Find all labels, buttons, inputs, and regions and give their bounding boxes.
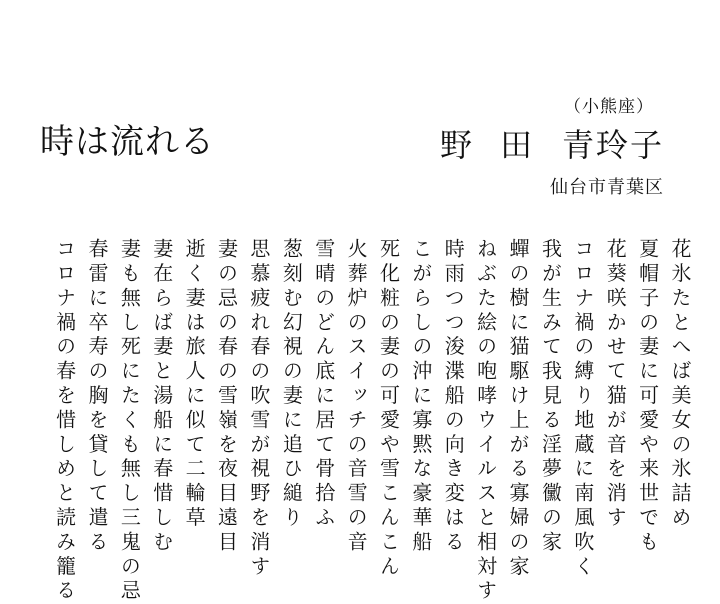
poem-line: コロナ禍の春を惜しめと読み籠る [52,238,77,604]
poem-line: ねぶた絵の咆哮ウイルスと相対す [473,238,498,604]
group-name: （小熊座） [564,97,654,117]
poem-line: 火葬炉のスイッチの音雪の音 [344,238,369,556]
author-surname: 野田 [439,126,560,164]
poem-line: 時雨つつ浚渫船の向き変はる [441,238,466,556]
author-name [440,120,664,166]
author-location: 仙台市青葉区 [550,177,664,198]
poem-line: 思慕疲れ春の吹雪が視野を消す [246,238,271,580]
poem-line: 春雷に卒寿の胸を貸して遣る [84,238,109,556]
poem-line: 死化粧の妻の可愛や雪こんこん [376,238,401,580]
author-given-name: 青玲子 [561,126,664,164]
poem-line: 蟬の樹に猫駆け上がる寡婦の家 [506,238,531,580]
poem-line: 雪晴のどん底に居て骨拾ふ [311,238,336,531]
poem-line: 花氷たとへば美女の氷詰め [668,238,692,531]
poem-line: 逝く妻は旅人に似て二輪草 [182,238,207,531]
poem-line: 妻も無し死にたくも無し三鬼の忌 [117,238,142,604]
page-title: 時は流れる [40,122,215,162]
poem-line: 夏帽子の妻に可愛や来世でも [635,238,660,556]
poem-line: こがらしの沖に寡黙な豪華船 [408,238,433,556]
poem-line: コロナ禍の縛り地蔵に南風吹く [570,238,595,580]
poem-line: 我が生みて我見る淫夢黴の家 [538,238,563,556]
poem-list [52,238,692,604]
poem-line: 妻の忌の春の雪嶺を夜目遠目 [214,238,239,556]
poem-line: 妻在らば妻と湯船に春惜しむ [149,238,174,556]
poem-line: 葱刻む幻視の妻に追ひ縋り [279,238,304,531]
poem-line: 花葵咲かせて猫が音を消す [603,238,628,531]
